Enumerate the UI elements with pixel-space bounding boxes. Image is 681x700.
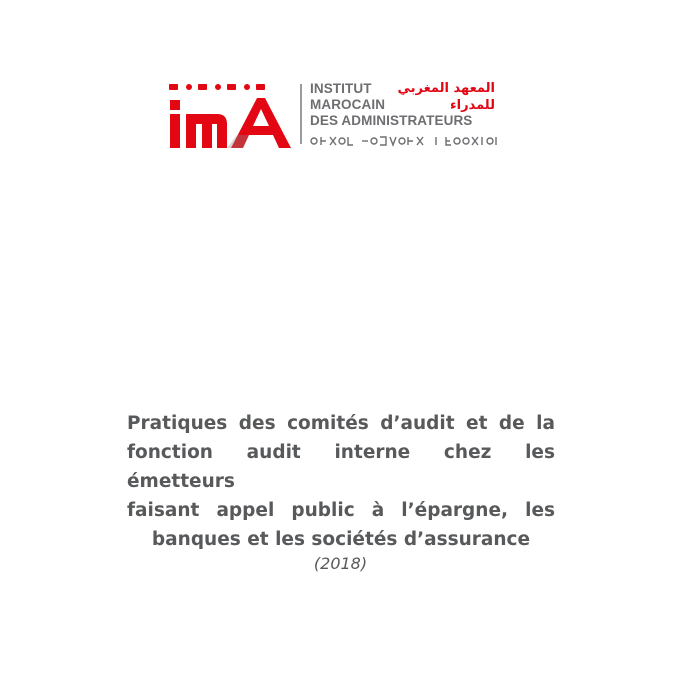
document-title: [127, 409, 555, 554]
title-line-1: Pratiques des comités d’audit et de la: [127, 413, 555, 434]
ima-logo-mark: [167, 78, 295, 150]
logo-latin-line-3: DES ADMINISTRATEURS: [310, 113, 473, 128]
logo-tifinagh-line: [310, 135, 500, 147]
document-year: (2018): [313, 554, 368, 573]
title-line-4: banques et les sociétés d’assurance: [151, 529, 531, 550]
logo-arabic-name: [397, 80, 495, 114]
logo-latin-line-2: MAROCAIN: [310, 97, 386, 112]
ima-logo: [167, 78, 507, 153]
logo-latin-line-1: INSTITUT: [310, 81, 372, 96]
logo-arabic-line-1: المعهد المغربي: [397, 81, 495, 96]
logo-divider: [300, 84, 302, 144]
title-line-3: faisant appel public à l’épargne, les: [127, 500, 555, 521]
logo-arabic-line-2: للمدراء: [450, 98, 495, 113]
title-line-2: fonction audit interne chez les émetteurs: [127, 442, 555, 492]
